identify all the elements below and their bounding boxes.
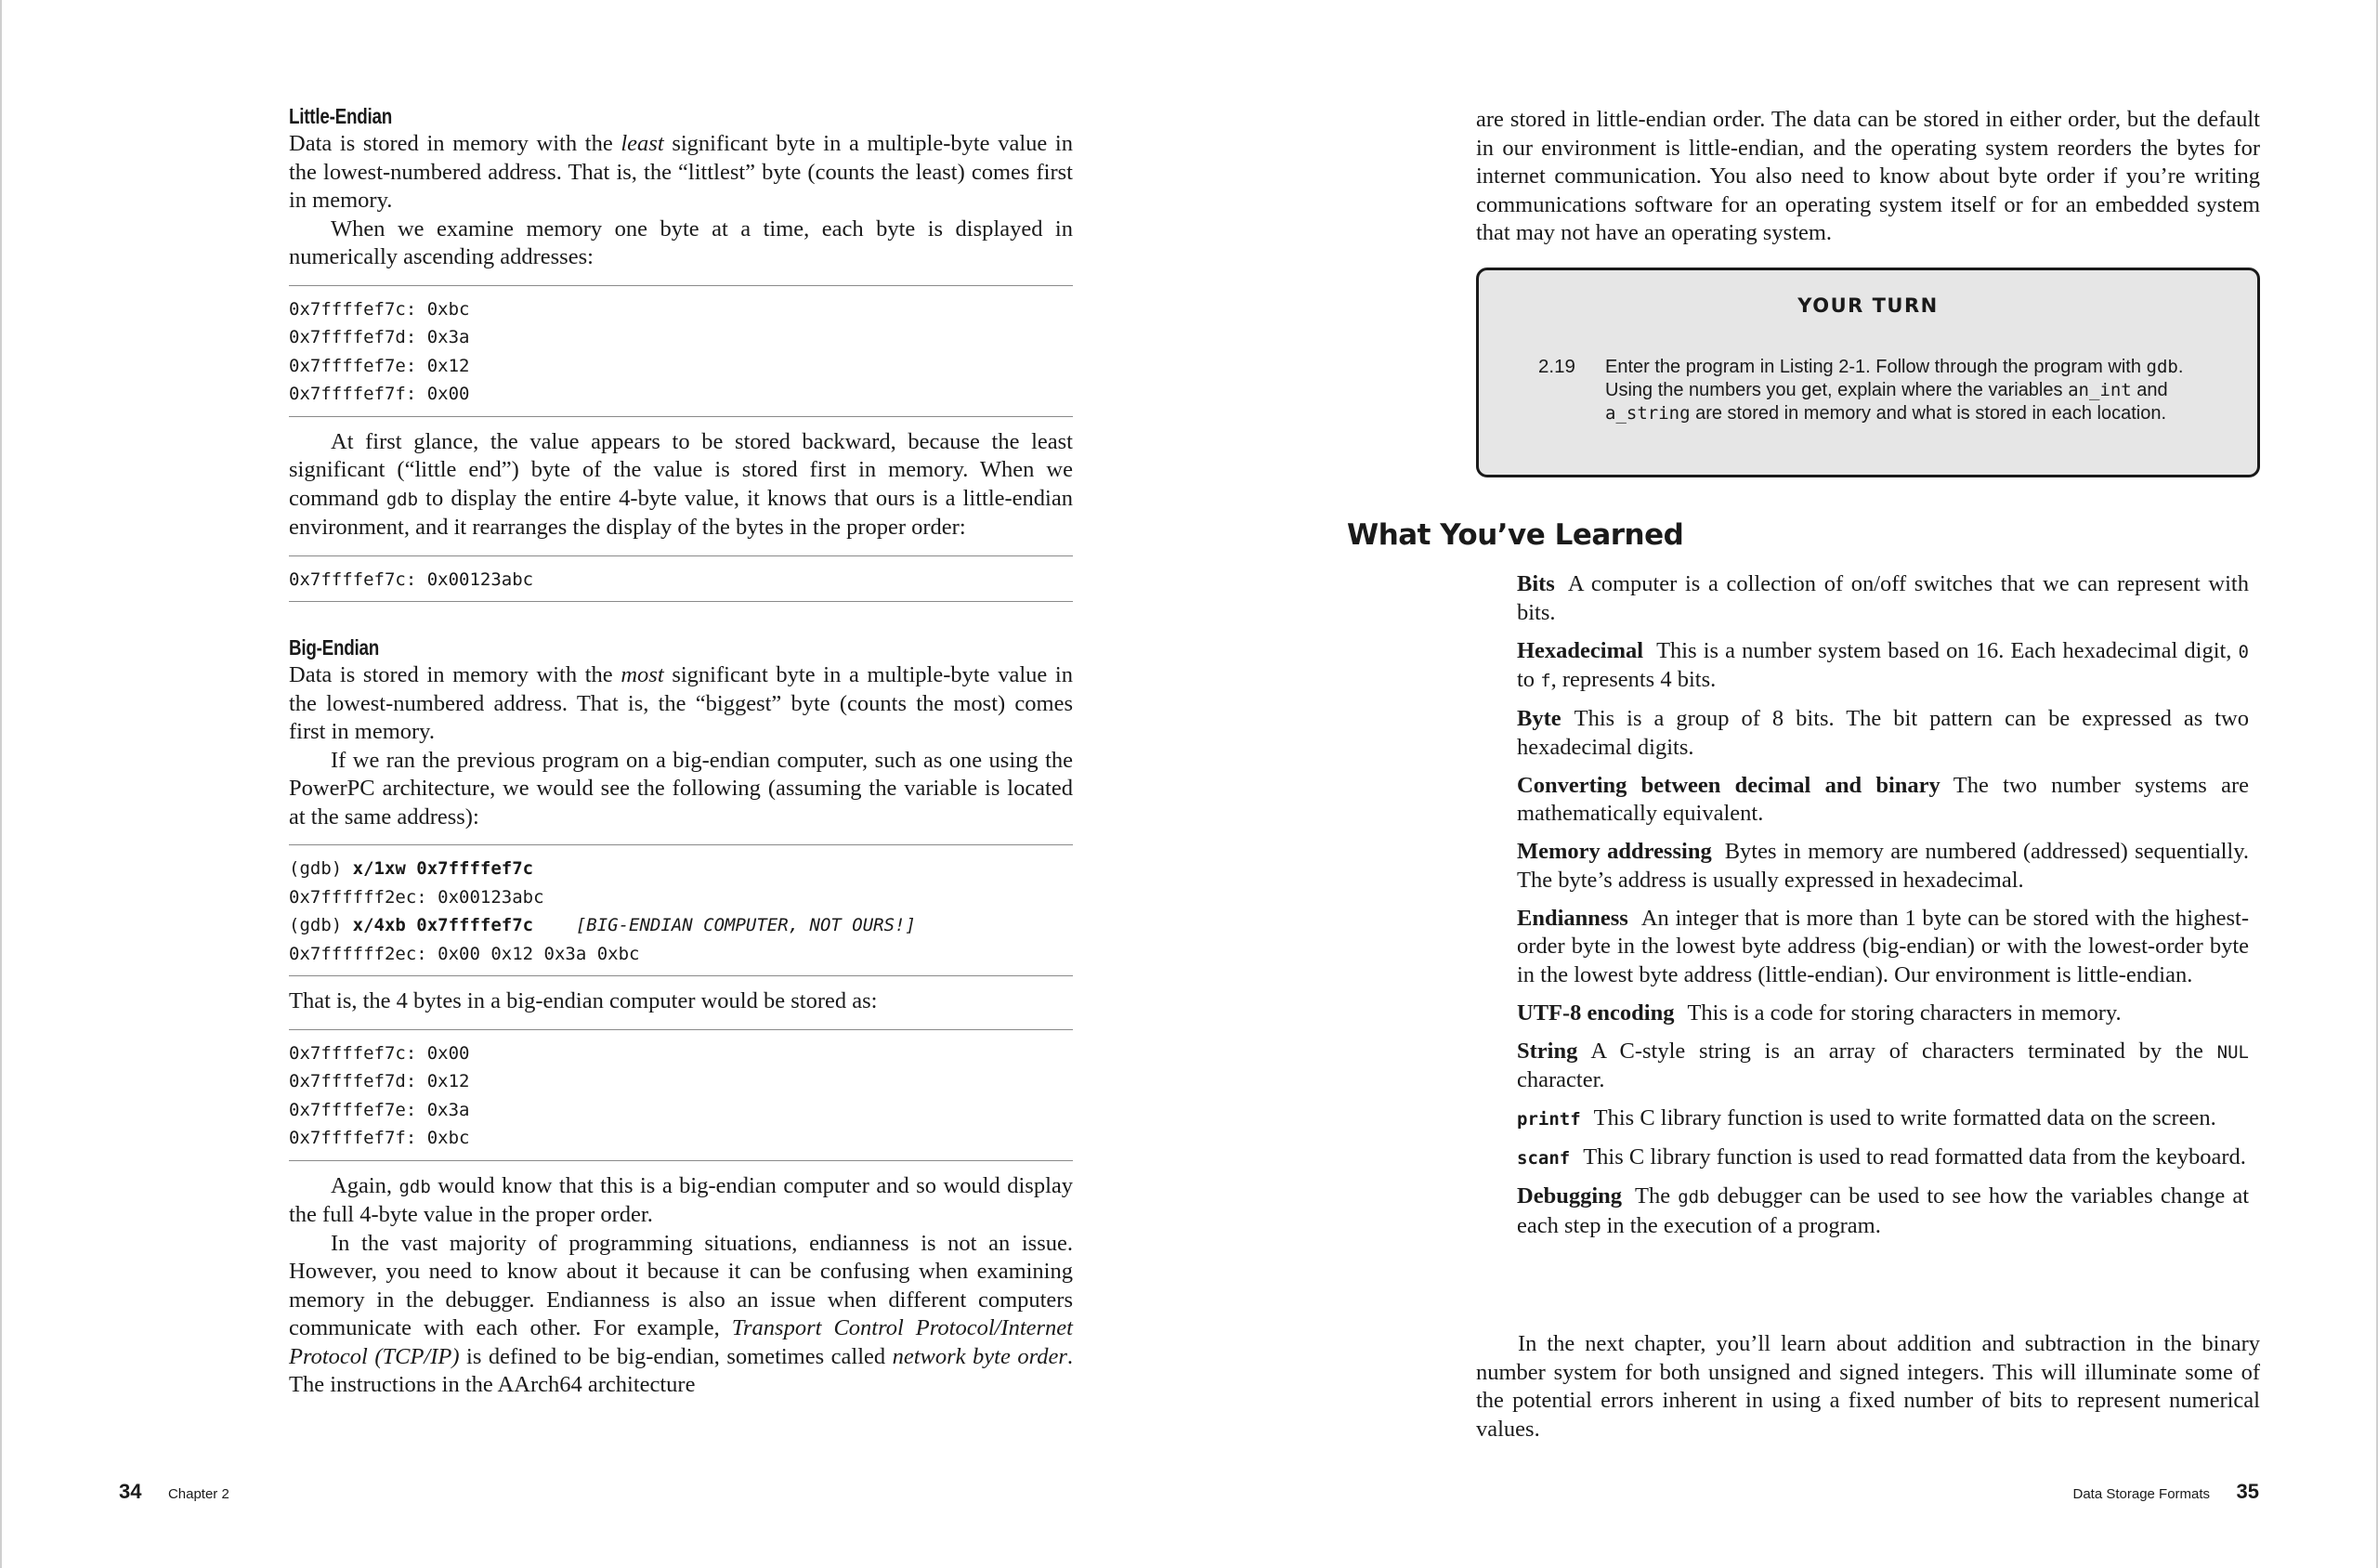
gdb-command-line: (gdb) x/4xb 0x7ffffef7c [BIG-ENDIAN COMPUTER, NOT OURS!] bbox=[289, 915, 916, 935]
code-line: 0x7ffffef7d: 0x12 bbox=[289, 1071, 470, 1091]
big-endian-paragraph-1: Data is stored in memory with the most significant byte in a multiple-byte value in the lowest-numbered address. That is, the “biggest” byte (counts the most) comes first in memory. bbox=[289, 662, 1073, 744]
code-line: 0x7ffffef7c: 0x00 bbox=[289, 1042, 470, 1064]
your-turn-title: YOUR TURN bbox=[1797, 294, 1939, 317]
glossary-entry: Memory addressing Bytes in memory are numbered (addressed) sequentially. The byte’s address is usually expressed in hexadecimal. bbox=[1517, 839, 2250, 893]
your-turn-box bbox=[1476, 268, 2260, 477]
exercise-text: Enter the program in Listing 2-1. Follow through the program with gdb. Using the numbers you get, explain where the variables an_int and a_string are stored in memory and what is stored in each location. bbox=[1605, 357, 2184, 424]
section-heading: What You’ve Learned bbox=[1347, 518, 1684, 552]
glossary-entry: printf This C library function is used to write formatted data on the screen. bbox=[1517, 1105, 2216, 1130]
big-endian-paragraph-4: Again, gdb would know that this is a big-endian computer and so would display the full 4-byte value in the proper order. bbox=[289, 1172, 1073, 1227]
big-endian-paragraph-3: That is, the 4 bytes in a big-endian computer would be stored as: bbox=[289, 988, 878, 1013]
glossary-entry: Byte This is a group of 8 bits. The bit pattern can be expressed as two hexadecimal digits. bbox=[1517, 706, 2249, 760]
glossary-entry: Endianness An integer that is more than 1 byte can be stored with the highest-order byte in the lowest byte address (big-endian) or with the lowest-order byte in the lowest byte address (little-endian). Our environment is little-endian. bbox=[1517, 905, 2249, 987]
running-head: Data Storage Formats bbox=[2072, 1486, 2211, 1502]
little-endian-paragraph-1: Data is stored in memory with the least significant byte in a multiple-byte value in the lowest-numbered address. That is, the “littlest” byte (counts the least) comes first in memory. bbox=[289, 131, 1073, 213]
continuation-paragraph: are stored in little-endian order. The data can be stored in either order, but the default in our environment is little-endian, and the operating system reorders the bytes for internet communication. You also need to know about byte order if you’re writing communications software for an operating system itself or for an embedded system that may not have an operating system. bbox=[1476, 107, 2260, 245]
right-folio bbox=[2073, 1480, 2260, 1504]
page-number: 35 bbox=[2236, 1480, 2259, 1503]
glossary-entry: Debugging The gdb debugger can be used to see how the variables change at each step in the execution of a program. bbox=[1517, 1183, 2250, 1238]
code-line: 0x7ffffef7c: 0x00123abc bbox=[289, 568, 534, 590]
code-line: 0x7ffffef7d: 0x3a bbox=[289, 327, 470, 347]
code-line: 0x7ffffef7f: 0x00 bbox=[289, 384, 470, 404]
gdb-command-line: (gdb) x/1xw 0x7ffffef7c bbox=[289, 858, 534, 879]
right-page bbox=[1189, 0, 2378, 1568]
little-endian-paragraph-2: When we examine memory one byte at a time, each byte is displayed in numerically ascending addresses: bbox=[289, 216, 1073, 269]
glossary-entry: String A C-style string is an array of characters terminated by the NUL character. bbox=[1517, 1038, 2249, 1092]
left-page-column bbox=[289, 102, 1073, 1400]
code-line: 0x7ffffef7f: 0xbc bbox=[289, 1128, 470, 1148]
summary-glossary bbox=[1517, 570, 2249, 1250]
glossary-entry: Converting between decimal and binary The two number systems are mathematically equivalent. bbox=[1517, 772, 2249, 826]
big-endian-heading: Big-Endian bbox=[289, 635, 380, 660]
little-endian-byte-listing bbox=[289, 285, 1073, 417]
gdb-output-line: 0x7ffffff2ec: 0x00 0x12 0x3a 0xbc bbox=[289, 943, 640, 964]
glossary-entry: UTF-8 encoding This is a code for storing characters in memory. bbox=[1517, 1000, 2122, 1026]
right-page-continuation bbox=[1476, 106, 2260, 248]
exercise-number: 2.19 bbox=[1538, 356, 1575, 377]
big-endian-byte-listing bbox=[289, 1029, 1073, 1161]
closing-section bbox=[1476, 1330, 2260, 1444]
left-folio bbox=[119, 1480, 229, 1504]
big-endian-paragraph-5: In the vast majority of programming situations, endianness is not an issue. However, you need to know about it because it can be confusing when examining memory in the debugger. Endianness is also an issue when different computers communicate with each other. For example, Transport Control Protocol/Internet Protocol (TCP/IP) is defined to be big-endian, sometimes called network byte order. The instructions in the AArch64 architecture bbox=[289, 1230, 1074, 1397]
gdb-output-line: 0x7ffffff2ec: 0x00123abc bbox=[289, 886, 544, 908]
closing-paragraph: In the next chapter, you’ll learn about addition and subtraction in the binary number system for both unsigned and signed integers. This will illuminate some of the potential errors inherent in using a fixed number of bits to represent numerical values. bbox=[1476, 1331, 2260, 1442]
little-endian-word-listing bbox=[289, 555, 1073, 603]
code-line: 0x7ffffef7e: 0x3a bbox=[289, 1099, 470, 1120]
glossary-entry: scanf This C library function is used to read formatted data from the keyboard. bbox=[1517, 1144, 2246, 1169]
little-endian-heading: Little-Endian bbox=[289, 104, 393, 128]
code-line: 0x7ffffef7c: 0xbc bbox=[289, 298, 470, 320]
gdb-session-listing bbox=[289, 844, 1073, 976]
little-endian-paragraph-3: At first glance, the value appears to be stored backward, because the least significant (“little end”) byte of the value is stored first in memory. When we command gdb to display the entire 4-byte value, it knows that ours is a little-endian environment, and it rearranges the display of the bytes in the proper order: bbox=[289, 428, 1073, 540]
big-endian-paragraph-2: If we ran the previous program on a big-endian computer, such as one using the PowerPC architecture, we would see the following (assuming the variable is located at the same address): bbox=[289, 747, 1073, 830]
running-head: Chapter 2 bbox=[167, 1486, 229, 1502]
glossary-entry: Bits A computer is a collection of on/off switches that we can represent with bits. bbox=[1517, 571, 2249, 625]
glossary-entry: Hexadecimal This is a number system based on 16. Each hexadecimal digit, 0 to f, represents 4 bits. bbox=[1517, 637, 2249, 692]
page-number: 34 bbox=[119, 1480, 142, 1503]
code-line: 0x7ffffef7e: 0x12 bbox=[289, 355, 470, 376]
